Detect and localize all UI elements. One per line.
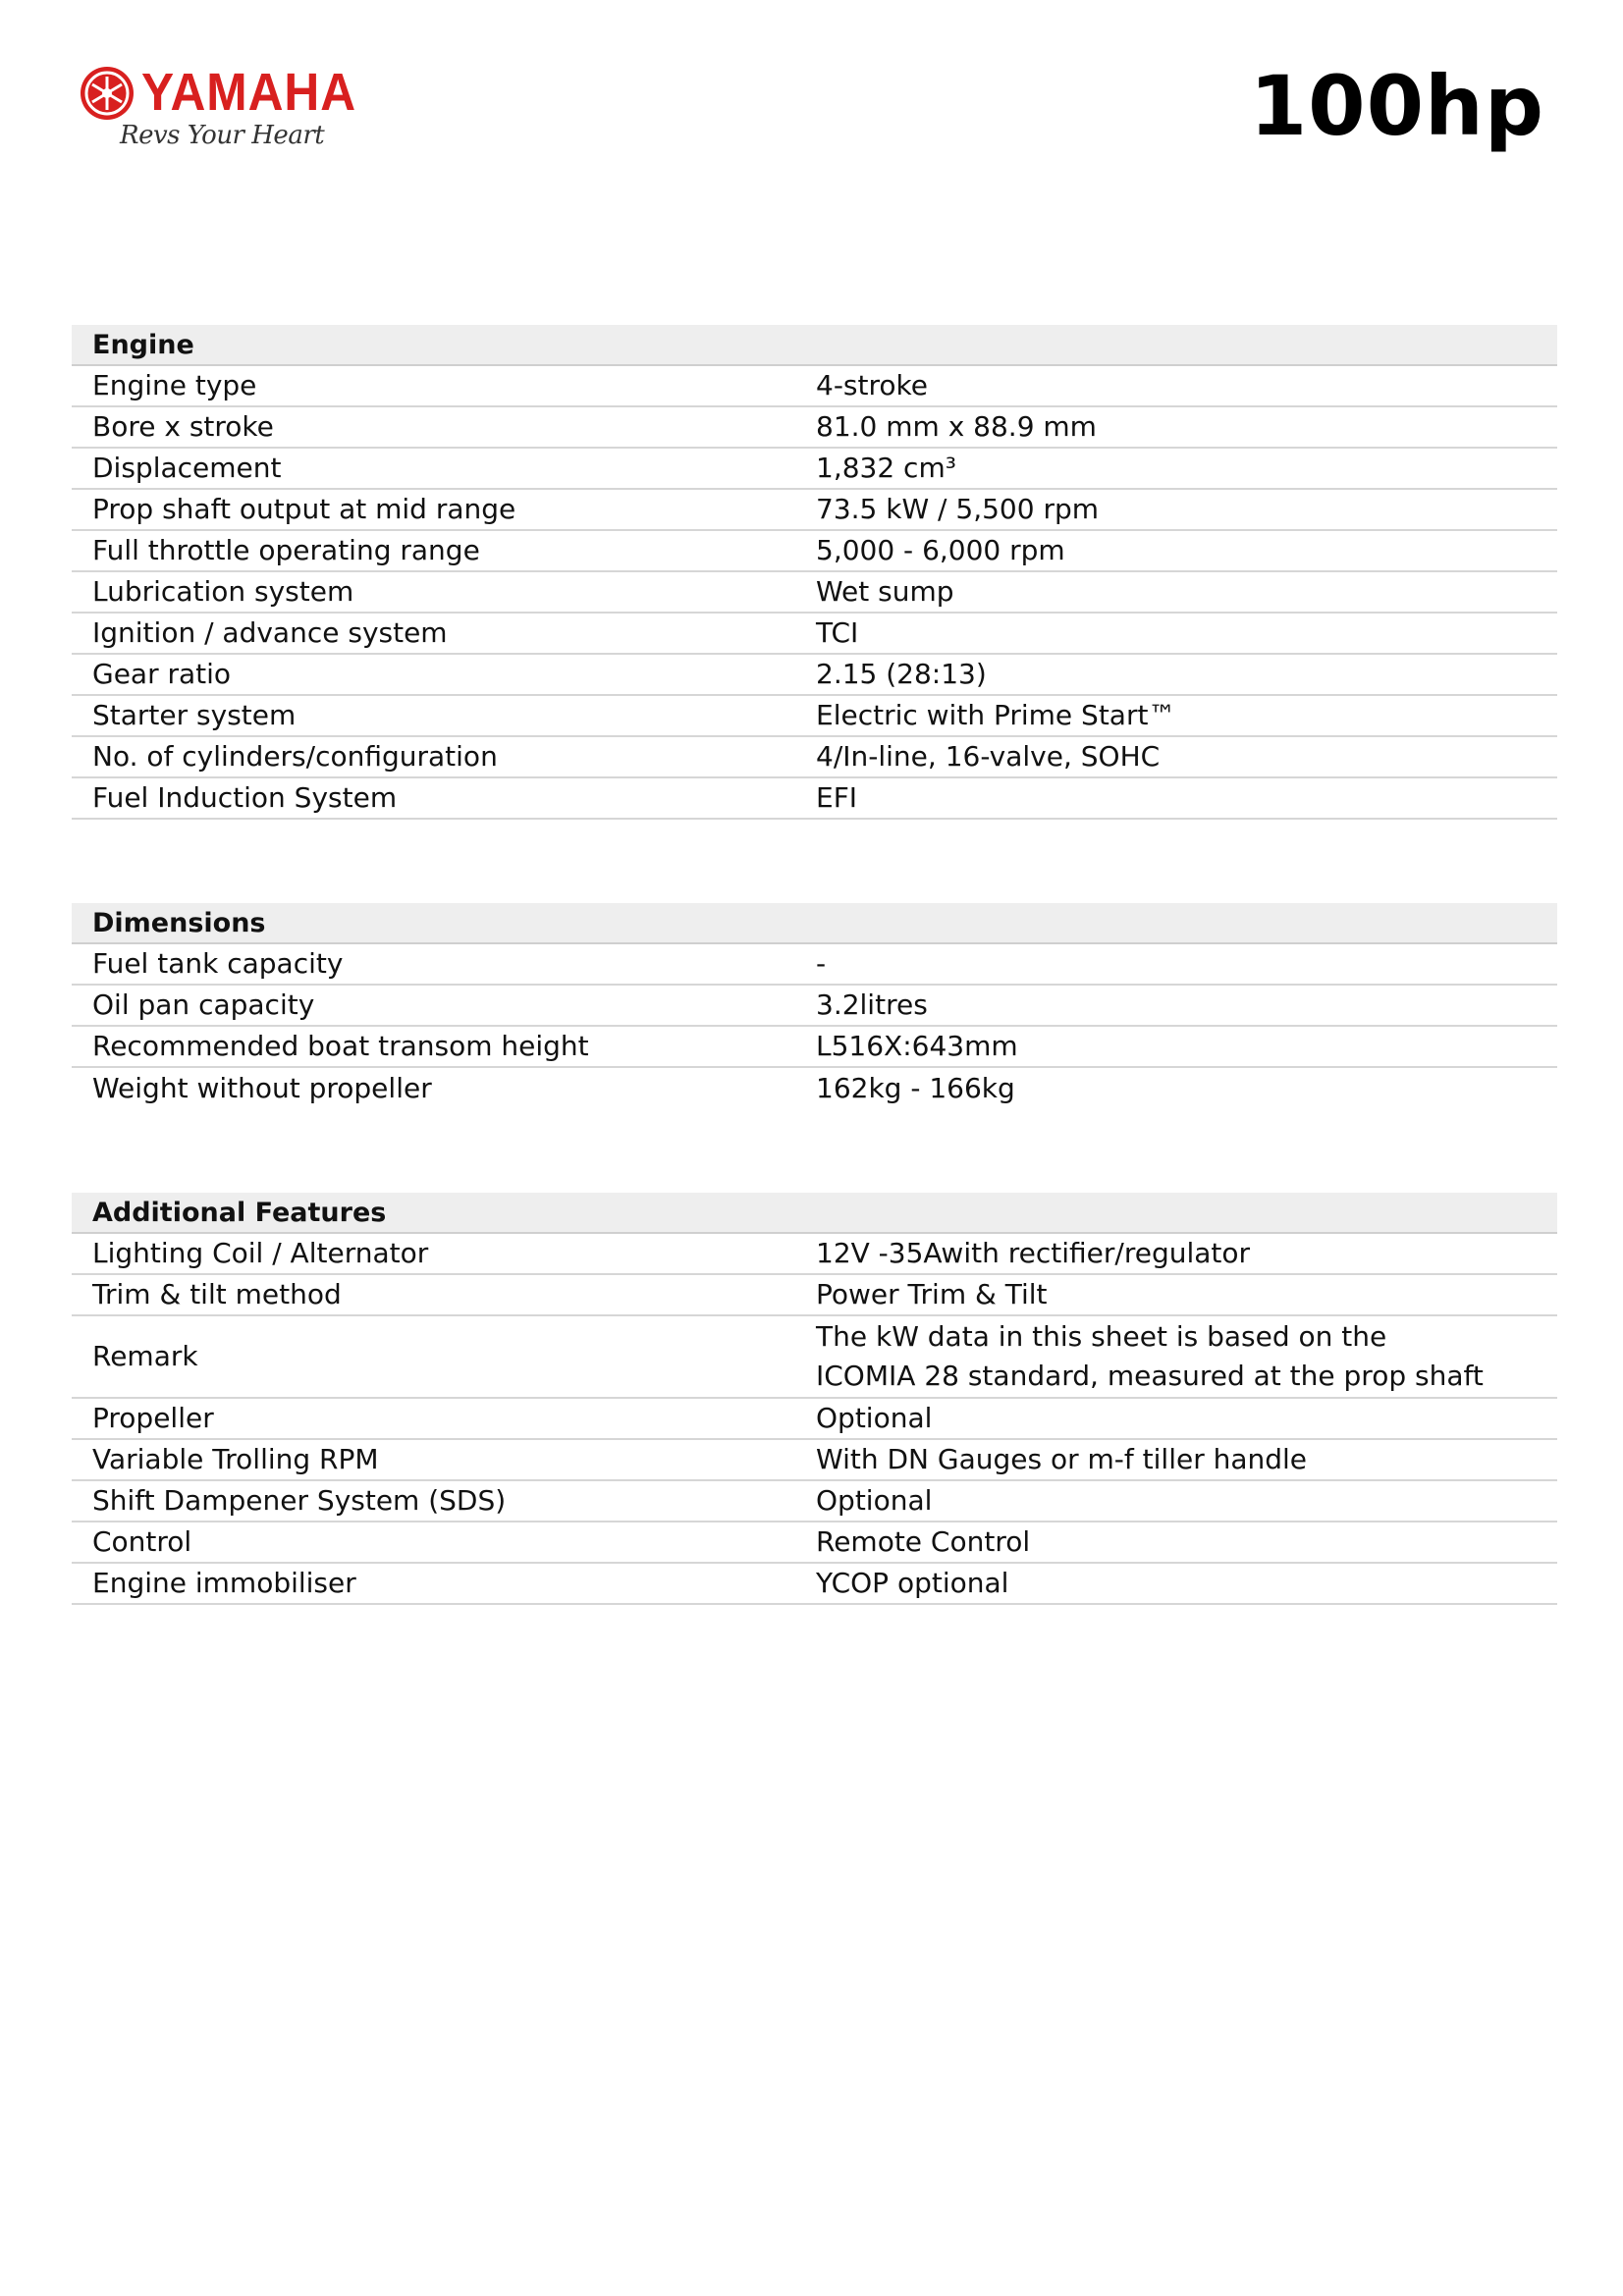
spec-value: - — [816, 947, 827, 980]
spec-label: Shift Dampener System (SDS) — [92, 1484, 507, 1517]
spec-row — [72, 1275, 1557, 1316]
spec-row — [72, 1522, 1557, 1564]
spec-label: Weight without propeller — [92, 1072, 432, 1104]
spec-row — [72, 986, 1557, 1027]
spec-label: Lubrication system — [92, 575, 354, 608]
model-title: 100hp — [1249, 58, 1544, 154]
spec-label: Fuel Induction System — [92, 781, 398, 814]
spec-value: Wet sump — [816, 575, 954, 608]
spec-row — [72, 1481, 1557, 1522]
brand-tagline: Revs Your Heart — [120, 121, 325, 150]
spec-value: 12V -35Awith rectifier/regulator — [816, 1237, 1251, 1269]
spec-value: 162kg - 166kg — [816, 1072, 1015, 1104]
spec-value: EFI — [816, 781, 858, 814]
brand-name: YAMAHA — [141, 63, 356, 122]
spec-label: Variable Trolling RPM — [92, 1443, 379, 1475]
spec-label: Engine type — [92, 369, 257, 401]
spec-row — [72, 449, 1557, 490]
spec-value: Electric with Prime Start™ — [816, 699, 1176, 731]
brand-logo — [79, 61, 356, 159]
spec-row — [72, 778, 1557, 820]
spec-value: 81.0 mm x 88.9 mm — [816, 410, 1097, 443]
spec-label: Fuel tank capacity — [92, 947, 344, 980]
spec-value: With DN Gauges or m-f tiller handle — [816, 1443, 1308, 1475]
spec-label: Prop shaft output at mid range — [92, 493, 516, 525]
spec-value: Optional — [816, 1402, 933, 1434]
spec-label: Control — [92, 1525, 192, 1558]
spec-value: YCOP optional — [816, 1567, 1009, 1599]
spec-label: Lighting Coil / Alternator — [92, 1237, 429, 1269]
section-heading: Dimensions — [72, 903, 1557, 944]
spec-value: 3.2litres — [816, 988, 928, 1021]
dimensions-section — [72, 903, 1557, 1109]
spec-row — [72, 407, 1557, 449]
spec-row — [72, 1027, 1557, 1068]
spec-value: Remote Control — [816, 1525, 1031, 1558]
spec-label: Propeller — [92, 1402, 214, 1434]
spec-row — [72, 1234, 1557, 1275]
spec-row — [72, 1068, 1557, 1109]
spec-label: Bore x stroke — [92, 410, 274, 443]
spec-row — [72, 1399, 1557, 1440]
spec-value: TCI — [816, 616, 859, 649]
spec-row — [72, 655, 1557, 696]
spec-label: No. of cylinders/configuration — [92, 740, 498, 773]
spec-value: Power Trim & Tilt — [816, 1278, 1048, 1310]
tuning-fork-emblem-icon — [79, 65, 135, 122]
spec-value: Optional — [816, 1484, 933, 1517]
spec-row — [72, 366, 1557, 407]
spec-row — [72, 572, 1557, 614]
spec-value: 73.5 kW / 5,500 rpm — [816, 493, 1099, 525]
engine-section — [72, 325, 1557, 820]
spec-label: Ignition / advance system — [92, 616, 448, 649]
spec-label: Full throttle operating range — [92, 534, 480, 566]
spec-label: Remark — [92, 1340, 198, 1372]
spec-value: 4-stroke — [816, 369, 928, 401]
spec-row — [72, 737, 1557, 778]
spec-value: 2.15 (28:13) — [816, 658, 987, 690]
section-heading: Engine — [72, 325, 1557, 366]
spec-row — [72, 614, 1557, 655]
spec-label: Starter system — [92, 699, 297, 731]
spec-row — [72, 944, 1557, 986]
section-heading: Additional Features — [72, 1193, 1557, 1234]
spec-value: 5,000 - 6,000 rpm — [816, 534, 1065, 566]
spec-value: 4/In-line, 16-valve, SOHC — [816, 740, 1161, 773]
spec-row — [72, 696, 1557, 737]
spec-label: Gear ratio — [92, 658, 232, 690]
spec-value: 1,832 cm³ — [816, 452, 956, 484]
spec-row — [72, 1440, 1557, 1481]
spec-value: L516X:643mm — [816, 1030, 1018, 1062]
spec-value: The kW data in this sheet is based on the ICOMIA 28 standard, measured at the prop shaft — [816, 1320, 1484, 1392]
spec-label: Displacement — [92, 452, 282, 484]
spec-label: Oil pan capacity — [92, 988, 315, 1021]
spec-label: Engine immobiliser — [92, 1567, 356, 1599]
spec-row — [72, 1564, 1557, 1605]
spec-row — [72, 531, 1557, 572]
spec-row — [72, 490, 1557, 531]
spec-label: Recommended boat transom height — [92, 1030, 589, 1062]
spec-row — [72, 1316, 1557, 1399]
additional-features-section — [72, 1193, 1557, 1605]
spec-label: Trim & tilt method — [92, 1278, 342, 1310]
